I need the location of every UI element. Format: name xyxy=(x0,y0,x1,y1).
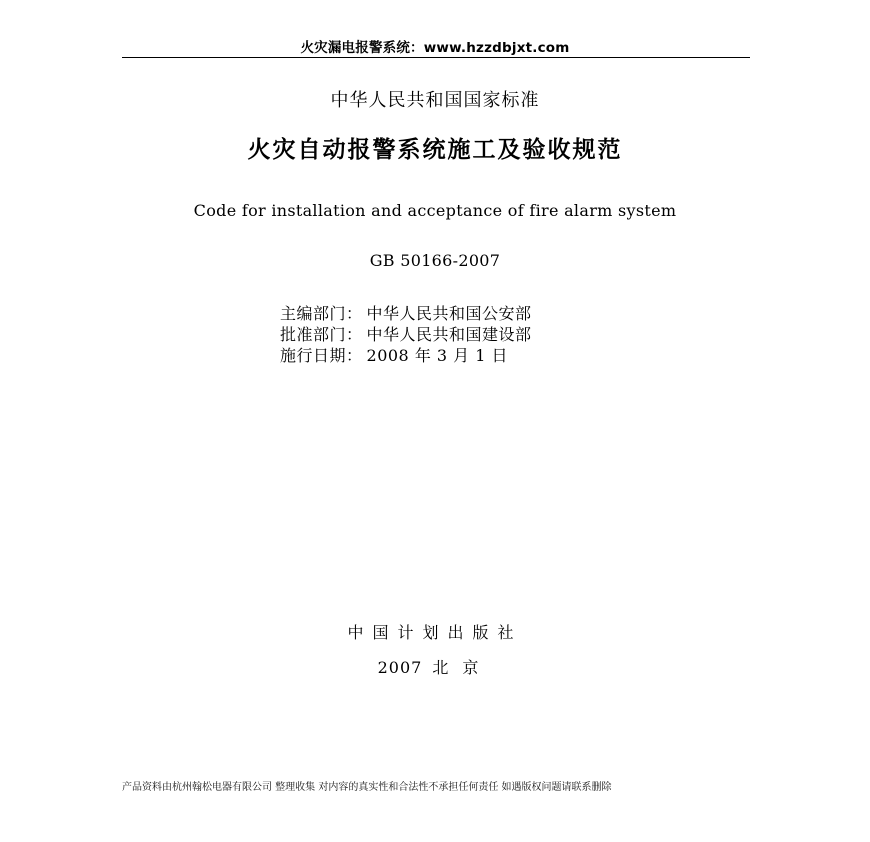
meta-key: 主编部门： xyxy=(280,304,363,323)
meta-key: 施行日期： xyxy=(280,346,363,365)
english-title: Code for installation and acceptance of fire alarm system xyxy=(193,201,677,220)
header-divider xyxy=(122,57,750,58)
meta-value: 中华人民共和国建设部 xyxy=(366,325,532,344)
publication-city: 北京 xyxy=(432,658,493,677)
publication-line xyxy=(0,655,870,678)
standard-category-label: 中华人民共和国国家标准 xyxy=(330,90,540,111)
standard-code: GB 50166-2007 xyxy=(369,251,501,270)
meta-value: 2008 年 3 月 1 日 xyxy=(366,346,509,365)
meta-row-editor xyxy=(280,303,532,324)
footer-disclaimer: 产品资料由杭州翰松电器有限公司 整理收集 对内容的真实性和合法性不承担任何责任 如遇版权问题请联系删除 xyxy=(122,782,612,793)
header-watermark-text: 火灾漏电报警系统：www.hzzdbjxt.com xyxy=(300,40,570,56)
document-title: 火灾自动报警系统施工及验收规范 xyxy=(247,137,623,163)
meta-value: 中华人民共和国公安部 xyxy=(366,304,532,323)
meta-key: 批准部门： xyxy=(280,325,363,344)
publisher-name: 中国计划出版社 xyxy=(347,623,523,642)
document-meta xyxy=(280,303,532,366)
publication-year: 2007 xyxy=(377,658,423,677)
meta-row-approver xyxy=(280,324,532,345)
meta-row-effective-date xyxy=(280,345,532,366)
